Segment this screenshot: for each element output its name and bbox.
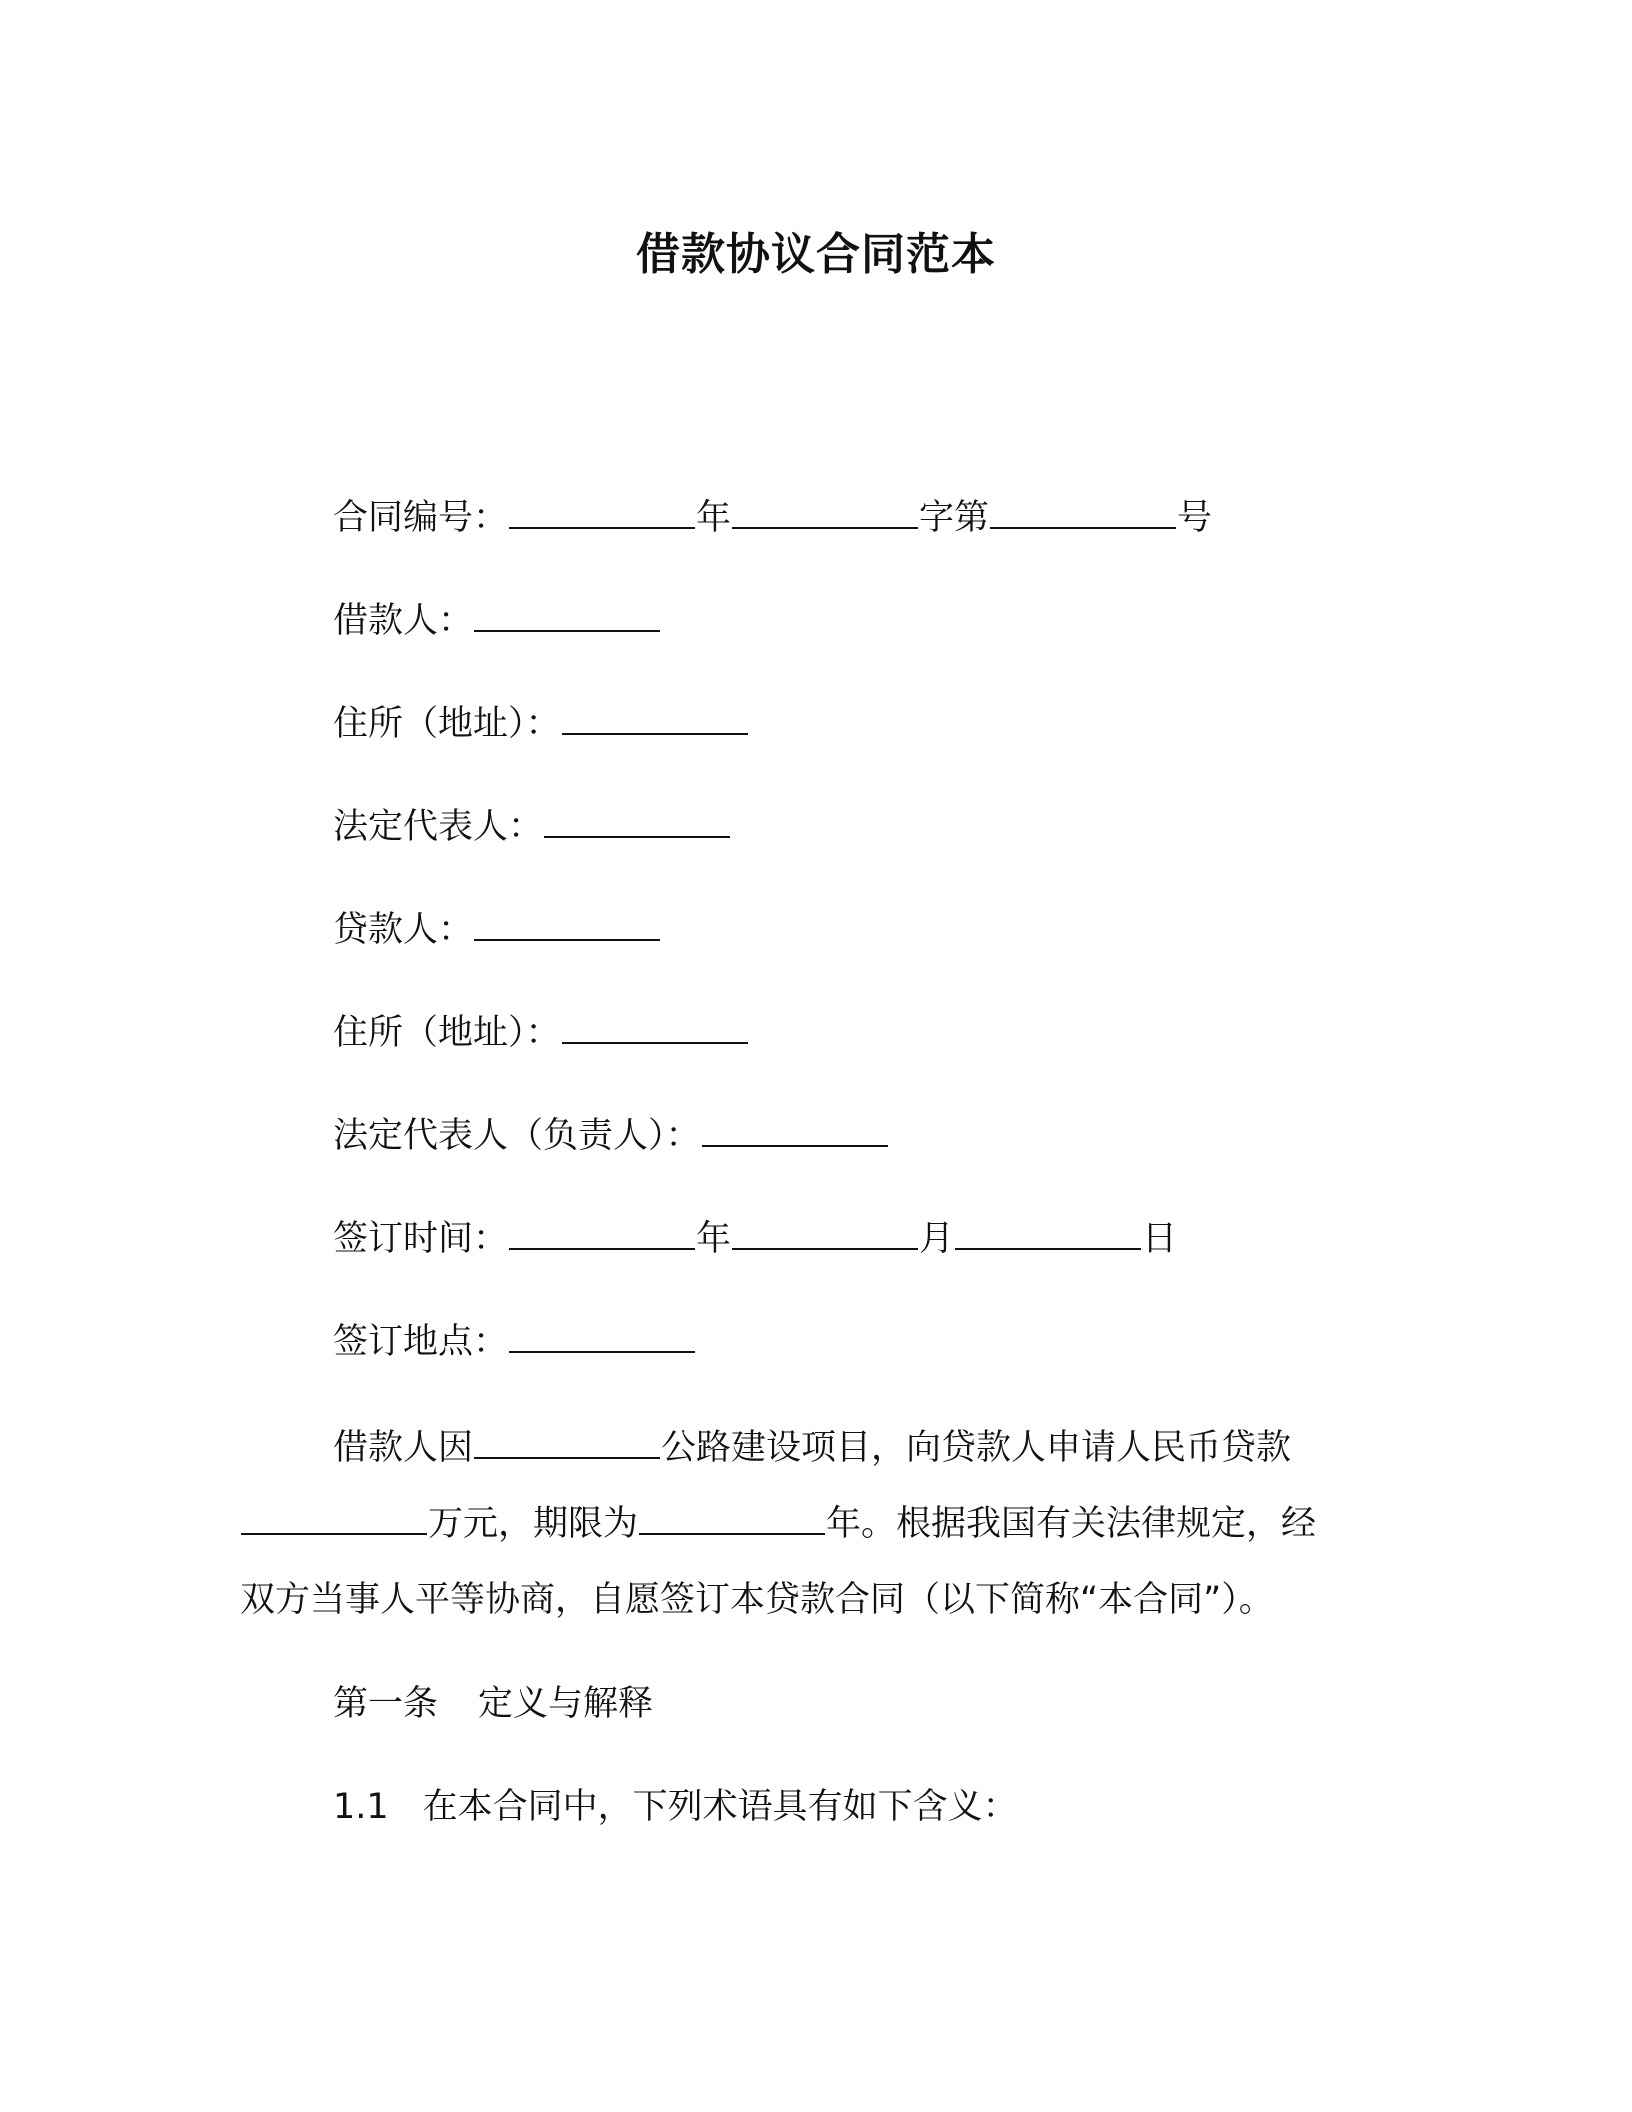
sign-time-year-label: 年 (696, 1219, 732, 1259)
borrower-rep-label: 法定代表人： (333, 807, 544, 847)
preamble-line-2 (240, 1486, 1390, 1562)
lender-line (333, 905, 661, 955)
lender-address-label: 住所（地址）： (333, 1013, 561, 1053)
loan-term-blank[interactable] (639, 1503, 825, 1535)
project-name-blank[interactable] (474, 1427, 660, 1459)
preamble-paragraph (240, 1410, 1390, 1638)
preamble-p1b: 公路建设项目，向贷款人申请人民币贷款 (661, 1428, 1292, 1468)
loan-amount-blank[interactable] (241, 1503, 427, 1535)
borrower-address-blank[interactable] (562, 703, 748, 735)
sign-time-month-label: 月 (919, 1219, 955, 1259)
borrower-blank[interactable] (474, 600, 660, 632)
sign-time-day-label: 日 (1142, 1219, 1178, 1259)
lender-rep-label: 法定代表人（负责人）： (333, 1116, 701, 1156)
borrower-line (333, 596, 661, 646)
contract-number-year-label: 年 (696, 498, 732, 538)
lender-address-blank[interactable] (562, 1012, 748, 1044)
sign-time-day-blank[interactable] (955, 1218, 1141, 1250)
contract-number-year-blank[interactable] (509, 497, 695, 529)
lender-rep-blank[interactable] (702, 1115, 888, 1147)
borrower-rep-blank[interactable] (544, 806, 730, 838)
clause-1-1 (333, 1782, 1018, 1832)
sign-time-year-blank[interactable] (509, 1218, 695, 1250)
clause-1-1-text: 在本合同中，下列术语具有如下含义： (422, 1787, 1018, 1827)
preamble-p1a: 借款人因 (333, 1428, 474, 1468)
sign-time-line (333, 1214, 1177, 1264)
preamble-p2a: 万元，期限为 (428, 1504, 639, 1544)
sign-place-label: 签订地点： (333, 1322, 509, 1362)
contract-number-char-blank[interactable] (732, 497, 918, 529)
borrower-label: 借款人： (333, 601, 474, 641)
borrower-address-label: 住所（地址）： (333, 704, 561, 744)
lender-address-line (333, 1008, 749, 1058)
document-title: 借款协议合同范本 (636, 229, 996, 280)
preamble-line-3: 双方当事人平等协商，自愿签订本贷款合同（以下简称“本合同”）。 (240, 1580, 1274, 1620)
article-1-title: 定义与解释 (478, 1684, 654, 1724)
article-1-number: 第一条 (333, 1684, 439, 1724)
lender-label: 贷款人： (333, 910, 474, 950)
lender-rep-line (333, 1111, 889, 1161)
sign-place-blank[interactable] (509, 1321, 695, 1353)
sign-time-label: 签订时间： (333, 1219, 509, 1259)
lender-blank[interactable] (474, 909, 660, 941)
contract-number-suffix: 号 (1177, 498, 1213, 538)
sign-time-month-blank[interactable] (732, 1218, 918, 1250)
borrower-rep-line (333, 802, 731, 852)
article-1-heading (333, 1679, 653, 1729)
contract-number-line (333, 493, 1212, 543)
clause-1-1-number: 1.1 (333, 1787, 389, 1827)
contract-number-seq-blank[interactable] (990, 497, 1176, 529)
preamble-line-1 (240, 1410, 1390, 1486)
contract-number-label: 合同编号： (333, 498, 509, 538)
preamble-p2b: 年。根据我国有关法律规定，经 (826, 1504, 1317, 1544)
sign-place-line (333, 1317, 696, 1367)
contract-number-char-label: 字第 (919, 498, 990, 538)
borrower-address-line (333, 699, 749, 749)
